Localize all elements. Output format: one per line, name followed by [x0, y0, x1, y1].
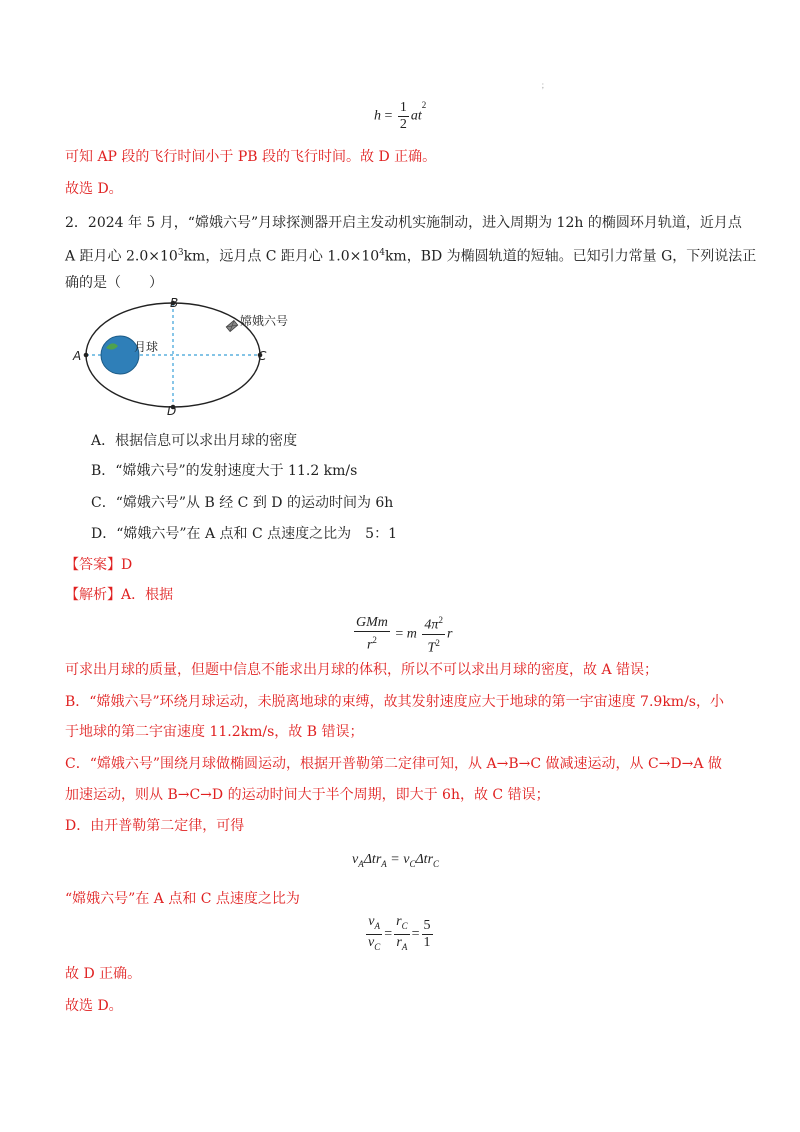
moon-label: 月球: [134, 340, 159, 354]
ratio-intro: “嫦娥六号”在 A 点和 C 点速度之比为: [65, 891, 300, 907]
option-c: C．“嫦娥六号”从 B 经 C 到 D 的运动时间为 6h: [91, 495, 394, 511]
question-2-line-3: 确的是（ ）: [65, 275, 163, 291]
corner-mark: ；: [541, 81, 549, 90]
equation-gravitation: $\frac{\text{GMm}}{r^2}$ = m $\frac{4\pi^2}{T^2}$ r: [352, 612, 452, 656]
label-a: A: [73, 349, 82, 363]
question-2-line-2: A 距月心 $2.0\times 10^3km$，远月点 C 距月心 $1.0\times 10^4km$，BD 为椭圆轨道的短轴。已知引力常量 G，下列说法正: [65, 248, 757, 265]
orbit-diagram: [70, 296, 330, 426]
explain-line-6: D．由开普勒第二定律，可得: [65, 818, 245, 834]
equation-h-half-at2: h = $\frac{1}{2}$ $at^2$: [374, 100, 427, 132]
analysis-bracket: 【解析】: [65, 587, 121, 603]
answer-line: [65, 556, 132, 574]
option-d: D．“嫦娥六号”在 A 点和 C 点速度之比为 5：1: [91, 526, 397, 542]
probe-label: 嫦娥六号: [240, 314, 289, 328]
question-2-line-1: 2．2024 年 5 月，“嫦娥六号”月球探测器开启主发动机实施制动，进入周期为 12h 的椭圆环月轨道，近月点: [65, 215, 742, 231]
explain-line-5: 加速运动，则从 B→C→D 的运动时间大于半个周期，即大于 6h，故 C 错误；: [65, 787, 550, 803]
answer-value: D: [121, 557, 133, 573]
option-b: B．“嫦娥六号”的发射速度大于 11.2 km/s: [91, 463, 358, 479]
label-d: D: [167, 404, 177, 418]
explain-line-4: C．“嫦娥六号”围绕月球做椭圆运动，根据开普勒第二定律可知，从 A→B→C 做减速运动，从 C→D→A 做: [65, 756, 722, 772]
explain-line-3: 于地球的第二宇宙速度 11.2km/s，故 B 错误；: [65, 724, 364, 740]
d-correct: 故 D 正确。: [65, 966, 142, 982]
label-c: C: [258, 349, 267, 363]
equation-kepler-second: $v_A\Delta tr_A = v_C\Delta tr_C$: [352, 852, 440, 869]
analysis-line: 【解析】A．根据: [65, 587, 174, 603]
option-a: A．根据信息可以求出月球的密度: [91, 433, 298, 449]
point-a-dot: [84, 353, 89, 358]
label-b: B: [170, 296, 179, 310]
explain-line-2: B．“嫦娥六号”环绕月球运动，未脱离地球的束缚，故其发射速度应大于地球的第一宇宙速度 7.9km/s，小: [65, 694, 724, 710]
fraction-one-half: $\frac{1}{2}$: [399, 100, 407, 132]
choose-d-2: 故选 D。: [65, 998, 123, 1014]
probe-icon: [226, 320, 238, 331]
choose-d-1: 故选 D。: [65, 181, 123, 197]
explain-line-1: 可求出月球的质量，但题中信息不能求出月球的体积，所以不可以求出月球的密度，故 A 错误；: [65, 662, 659, 678]
explanation-ap-pb: 可知 AP 段的飞行时间小于 PB 段的飞行时间。故 D 正确。: [65, 149, 437, 165]
equation-velocity-ratio: $\frac{v_A}{v_C}$ = $\frac{r_C}{r_A}$ = $\frac{5}{1}$: [368, 914, 431, 952]
answer-bracket: 【答案】: [65, 557, 121, 573]
